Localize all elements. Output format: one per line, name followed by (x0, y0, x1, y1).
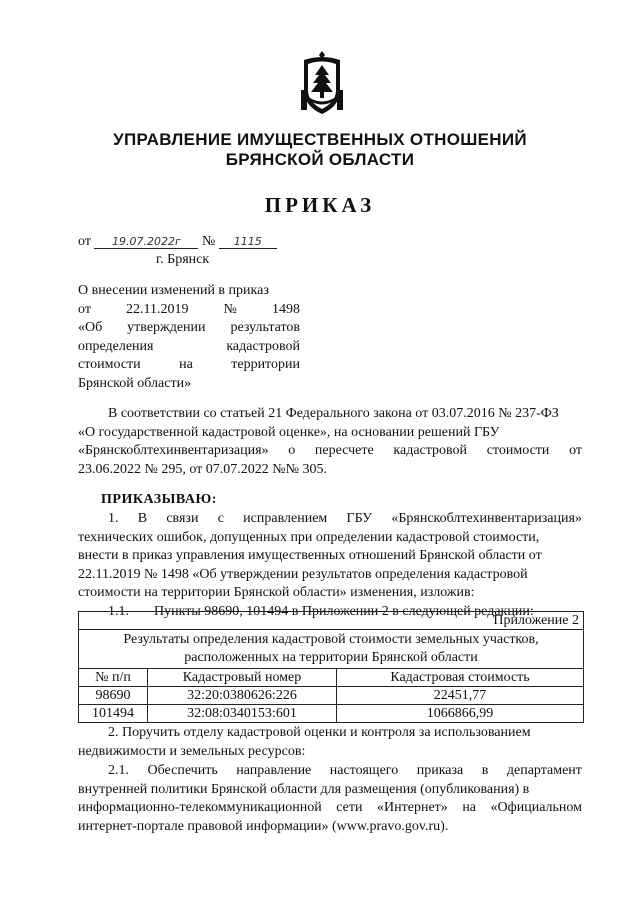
subject-word: определения (78, 338, 154, 354)
point-2-1-word: «Интернет» (377, 800, 448, 815)
preamble-word: кадастровой (393, 443, 468, 458)
point-2-line: 2. Поручить отделу кадастровой оценки и контроля за использованием (108, 725, 531, 740)
appendix-label: Приложение 2 (79, 612, 584, 630)
point-1-word: с (217, 511, 224, 526)
table-caption (79, 630, 584, 669)
point-1-line: технических ошибок, допущенных при определении кадастровой стоимости, (78, 529, 540, 545)
handwritten-date: 19.07.2022г (94, 235, 198, 249)
cell-cadastral-value: 22451,77 (337, 687, 584, 705)
subject-word: от (78, 301, 91, 317)
subject-text: Брянской области» (78, 375, 192, 391)
table-row (79, 687, 584, 705)
subject-word: стоимости (78, 357, 141, 372)
cell-cadastral-number: 32:20:0380626:226 (148, 687, 337, 705)
point-1-word: «Брянскоблтехинвентаризация» (391, 511, 582, 526)
point-1-word: ГБУ (346, 511, 373, 526)
header-cadastral-number: Кадастровый номер (148, 669, 337, 687)
cell-number: 98690 (79, 687, 148, 705)
point-2-1-line: интернет-портале правовой информации» (www.pravo.gov.ru). (78, 818, 449, 834)
preamble-line: 23.06.2022 № 295, от 07.07.2022 №№ 305. (78, 461, 328, 477)
point-2-1-word: направление (236, 763, 312, 778)
organization-name (0, 130, 640, 170)
cadastral-value-table (78, 611, 584, 723)
preamble-word: «Брянскоблтехинвентаризация» (78, 443, 269, 458)
order-point-2 (78, 724, 582, 761)
subject-line (78, 282, 300, 301)
point-2-1-line: внутренней политики Брянской области для размещения (опубликования) в (78, 781, 530, 797)
point-2-line: недвижимости и земельных ресурсов: (78, 743, 306, 759)
subject-word: результатов (230, 320, 300, 335)
table-appendix-row (79, 612, 584, 630)
preamble-line: В соответствии со статьей 21 Федерального закона от 03.07.2016 № 237-ФЗ (108, 406, 559, 421)
subject-word: кадастровой (226, 338, 300, 354)
point-2-1-word: в (481, 763, 489, 778)
preamble-word: от (569, 443, 582, 458)
point-2-1-word: 2.1. (108, 763, 129, 778)
point-1-word: В (137, 511, 148, 526)
subject-word: утверждении (127, 320, 206, 335)
point-2-1-word: департамент (506, 763, 582, 778)
point-1-word: связи (166, 511, 199, 526)
point-1-line: стоимости на территории Брянской области» изменения, изложив: (78, 585, 475, 600)
preamble-word: о (288, 443, 296, 458)
subject-word: территории (231, 357, 300, 372)
point-2-1-line (78, 762, 582, 781)
org-line-1: УПРАВЛЕНИЕ ИМУЩЕСТВЕННЫХ ОТНОШЕНИЙ (113, 130, 527, 149)
subject-word: № (223, 301, 237, 317)
point-2-1-word: на (462, 800, 477, 815)
order-point-1 (78, 510, 582, 621)
table-caption-row (79, 630, 584, 669)
point-1-word: 1. (108, 511, 119, 526)
point-1-line: внести в приказ управления имущественных отношений Брянской области от (78, 548, 542, 563)
subject-line (78, 301, 300, 320)
point-2-1-word: «Официальном (490, 800, 582, 815)
org-line-2: БРЯНСКОЙ ОБЛАСТИ (225, 150, 415, 169)
coat-of-arms-emblem (298, 50, 346, 116)
preamble-line: «О государственной кадастровой оценке», на основании решений ГБУ (78, 424, 500, 440)
table-row (79, 705, 584, 723)
subject-line (78, 338, 300, 357)
document-title: ПРИКАЗ (264, 193, 376, 217)
from-label: от (78, 234, 91, 249)
subject-word: 22.11.2019 (126, 301, 189, 317)
table-header-row (79, 669, 584, 687)
point-2-1-word: приказа (416, 763, 464, 778)
point-1-1-number: 1.1. (108, 603, 129, 619)
subject-line (78, 356, 300, 375)
point-1-line: 22.11.2019 № 1498 «Об утверждении результатов определения кадастровой (78, 566, 528, 582)
point-1-word: исправлением (243, 511, 328, 526)
subject-text: О внесении изменений в приказ (78, 283, 269, 298)
point-2-1-word: настоящего (329, 763, 399, 778)
handwritten-number: 1115 (219, 235, 277, 249)
caption-line: расположенных на территории Брянской области (184, 650, 478, 665)
point-2-1-word: Обеспечить (147, 763, 218, 778)
cell-number: 101494 (79, 705, 148, 723)
number-label: № (201, 234, 216, 249)
subject-word: «Об (78, 320, 103, 335)
preamble-line (78, 442, 582, 461)
point-1-1-text: Пункты 98690, 101494 в Приложении 2 в следующей редакции: (154, 603, 534, 619)
point-2-1-line (78, 799, 582, 818)
preamble-word: пересчете (314, 443, 374, 458)
preamble-paragraph (78, 405, 582, 479)
subject-line (78, 375, 300, 394)
subject-word: на (179, 357, 193, 372)
order-date-number-line (78, 234, 277, 250)
cell-cadastral-number: 32:08:0340153:601 (148, 705, 337, 723)
city-name: г. Брянск (156, 252, 210, 267)
preamble-word: стоимости (486, 443, 550, 458)
subject-word: 1498 (271, 301, 300, 317)
subject-line (78, 319, 300, 338)
order-point-2-1 (78, 762, 582, 836)
caption-line: Результаты определения кадастровой стоимости земельных участков, (123, 632, 539, 647)
header-cadastral-value: Кадастровая стоимость (337, 669, 584, 687)
order-heading: ПРИКАЗЫВАЮ: (101, 492, 217, 507)
point-2-1-word: информационно-телекоммуникационной (78, 800, 322, 815)
header-number: № п/п (79, 669, 148, 687)
point-2-1-word: сети (336, 800, 363, 815)
order-subject (78, 282, 300, 393)
cell-cadastral-value: 1066866,99 (337, 705, 584, 723)
point-1-line (78, 510, 582, 529)
